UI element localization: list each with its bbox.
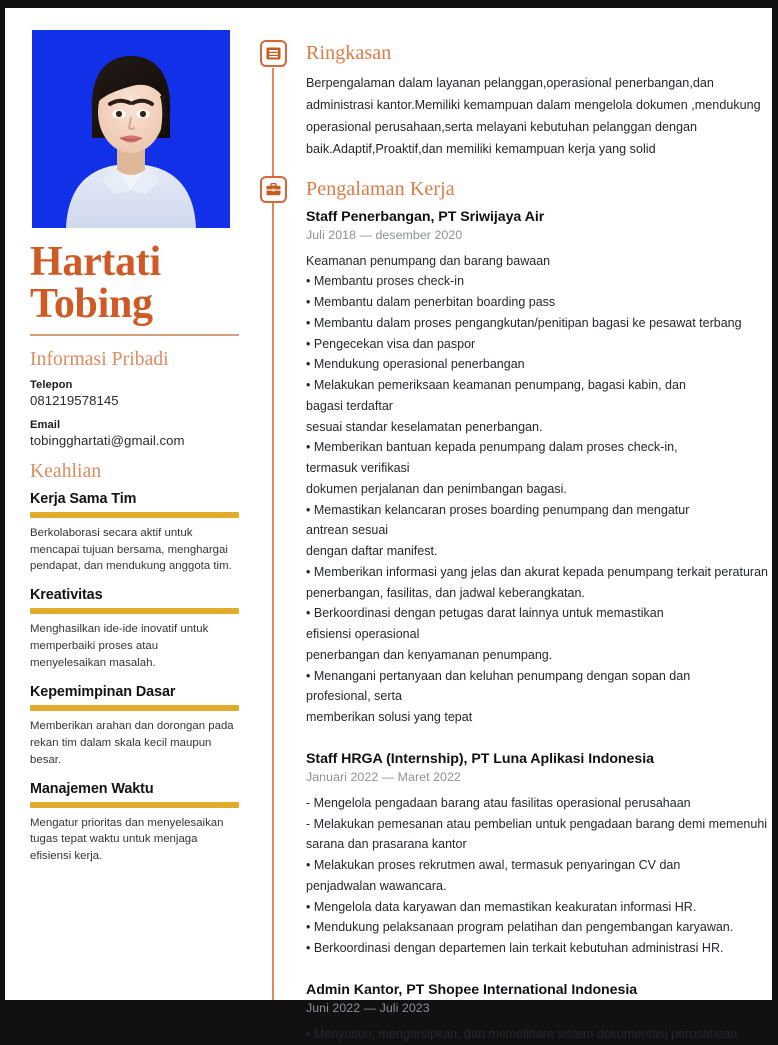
last-name: Tobing	[30, 280, 153, 327]
job-title: Staff Penerbangan, PT Sriwijaya Air	[306, 208, 545, 225]
skill-description: Berkolaborasi secara aktif untuk mencapai tujuan bersama, menghargai pendapat, dan mendukung anggota tim.	[30, 526, 232, 573]
job-line: • Memberikan informasi yang jelas dan akurat kepada penumpang terkait peraturan	[306, 564, 768, 579]
candidate-name	[30, 239, 240, 327]
skills-title: Keahlian	[30, 460, 102, 482]
document-lines-icon	[260, 40, 287, 67]
skill-item	[30, 684, 240, 769]
skill-level-bar	[30, 802, 239, 808]
job-line: sesuai standar keselamatan penerbangan.	[306, 419, 543, 434]
field-value: tobingghartati@gmail.com	[30, 432, 185, 448]
job-line: • Membantu proses check-in	[306, 274, 465, 289]
field-telepon	[30, 379, 240, 408]
profile-photo	[32, 30, 230, 228]
job-line: profesional, serta	[306, 689, 402, 704]
skill-description: Mengatur prioritas dan menyelesaikan tugas tepat waktu untuk menjaga efisiensi kerja.	[30, 816, 224, 863]
summary-line: operasional perusahaan,serta melayani kebutuhan pelanggan dengan	[306, 119, 698, 134]
section-pengalaman-kerja	[258, 176, 778, 1045]
field-label: Telepon	[30, 378, 73, 391]
job-line: • Mengelola data karyawan dan memastikan keakuratan informasi HR.	[306, 899, 697, 914]
job-dates: Juli 2018 — desember 2020	[306, 227, 463, 242]
skill-name: Manajemen Waktu	[30, 780, 154, 797]
summary-line: Berpengalaman dalam layanan pelanggan,operasional penerbangan,dan	[306, 76, 714, 90]
job-line: penerbangan dan kenyamanan penumpang.	[306, 647, 553, 662]
job-line: • Melakukan proses rekrutmen awal, termasuk penyaringan CV dan	[306, 858, 681, 873]
job-line: • Pengecekan visa dan paspor	[306, 336, 476, 351]
sidebar	[5, 8, 258, 1000]
skill-level-bar	[30, 608, 239, 614]
job-line: - Mengelola pengadaan barang atau fasilitas operasional perusahaan	[306, 795, 691, 810]
job-line: • Berkoordinasi dengan petugas darat lainnya untuk memastikan	[306, 606, 664, 621]
skill-description: Menghasilkan ide-ide inovatif untuk memperbaiki proses atau menyelesaikan masalah.	[30, 623, 209, 670]
job-line: dengan daftar manifest.	[306, 544, 438, 559]
section-ringkasan	[258, 8, 778, 161]
experience-entry	[306, 982, 768, 1045]
job-line: memberikan solusi yang tepat	[306, 710, 473, 725]
section-title-pengalaman: Pengalaman Kerja	[306, 177, 455, 200]
job-line: - Melakukan pemesanan atau pembelian untuk pengadaan barang demi memenuhi	[306, 816, 768, 831]
job-line: • Berkoordinasi dengan departemen lain terkait kebutuhan administrasi HR.	[306, 941, 724, 956]
summary-line: baik.Adaptif,Proaktif,dan memiliki kemampuan kerja yang solid	[306, 141, 656, 156]
first-name: Hartati	[30, 239, 161, 285]
job-title: Admin Kantor, PT Shopee International Indonesia	[306, 981, 638, 998]
field-label: Email	[30, 418, 61, 431]
personal-info-title: Informasi Pribadi	[30, 348, 169, 370]
skill-item	[30, 587, 240, 672]
job-line: penerbangan, fasilitas, dan jadwal keberangkatan.	[306, 585, 585, 600]
job-line: • Membantu dalam penerbitan boarding pass	[306, 295, 556, 310]
job-description	[306, 251, 768, 728]
job-line: • Memberikan bantuan kepada penumpang dalam proses check-in,	[306, 440, 678, 455]
briefcase-icon	[260, 176, 287, 203]
job-line: antrean sesuai	[306, 523, 389, 538]
job-title: Staff HRGA (Internship), PT Luna Aplikasi Indonesia	[306, 750, 654, 767]
job-line: • Menangani pertanyaan dan keluhan penumpang dengan sopan dan	[306, 668, 691, 683]
skill-name: Kepemimpinan Dasar	[30, 683, 176, 700]
field-email	[30, 419, 240, 448]
job-line: termasuk verifikasi	[306, 461, 410, 476]
skill-name: Kerja Sama Tim	[30, 490, 137, 507]
main-content	[258, 8, 778, 1041]
job-line: • Melakukan pemeriksaan keamanan penumpang, bagasi kabin, dan	[306, 378, 686, 393]
summary-text	[306, 73, 768, 161]
resume-sheet	[5, 8, 772, 1041]
job-line: Keamanan penumpang dan barang bawaan	[306, 253, 551, 268]
job-line: • Mendukung pelaksanaan program pelatihan dan pengembangan karyawan.	[306, 920, 734, 935]
job-line: • Menyusun, mengarsipkan, dan memelihara sistem dokumentasi perusahaan	[306, 1026, 738, 1041]
personal-info-list	[30, 379, 240, 448]
job-line: • Membantu dalam proses pengangkutan/penitipan bagasi ke pesawat terbang	[306, 315, 742, 330]
skill-name: Kreativitas	[30, 587, 103, 604]
field-value: 081219578145	[30, 392, 119, 408]
job-dates: Januari 2022 — Maret 2022	[306, 769, 461, 784]
skill-description: Memberikan arahan dan dorongan pada rekan tim dalam skala kecil maupun besar.	[30, 719, 234, 766]
job-line: • Memastikan kelancaran proses boarding penumpang dan mengatur	[306, 502, 690, 517]
name-divider	[30, 334, 239, 336]
job-line: bagasi terdaftar	[306, 398, 393, 413]
skill-level-bar	[30, 512, 239, 518]
job-line: sarana dan prasarana kantor	[306, 837, 467, 852]
job-line: • Mendukung operasional penerbangan	[306, 357, 525, 372]
skill-item	[30, 491, 240, 576]
profile-photo-graphic	[32, 30, 230, 228]
job-dates: Juni 2022 — Juli 2023	[306, 1000, 430, 1015]
experience-entry	[306, 751, 768, 959]
job-description	[306, 1024, 768, 1045]
skills-list	[30, 491, 240, 866]
job-line: penjadwalan wawancara.	[306, 878, 447, 893]
skill-level-bar	[30, 705, 239, 711]
section-title-ringkasan: Ringkasan	[306, 42, 392, 64]
job-description	[306, 793, 768, 959]
skill-item	[30, 781, 240, 866]
job-line: efisiensi operasional	[306, 627, 420, 642]
summary-line: administrasi kantor.Memiliki kemampuan dalam mengelola dokumen ,mendukung	[306, 97, 761, 112]
job-line: dokumen perjalanan dan penimbangan bagasi.	[306, 481, 567, 496]
experience-entry	[306, 209, 768, 728]
